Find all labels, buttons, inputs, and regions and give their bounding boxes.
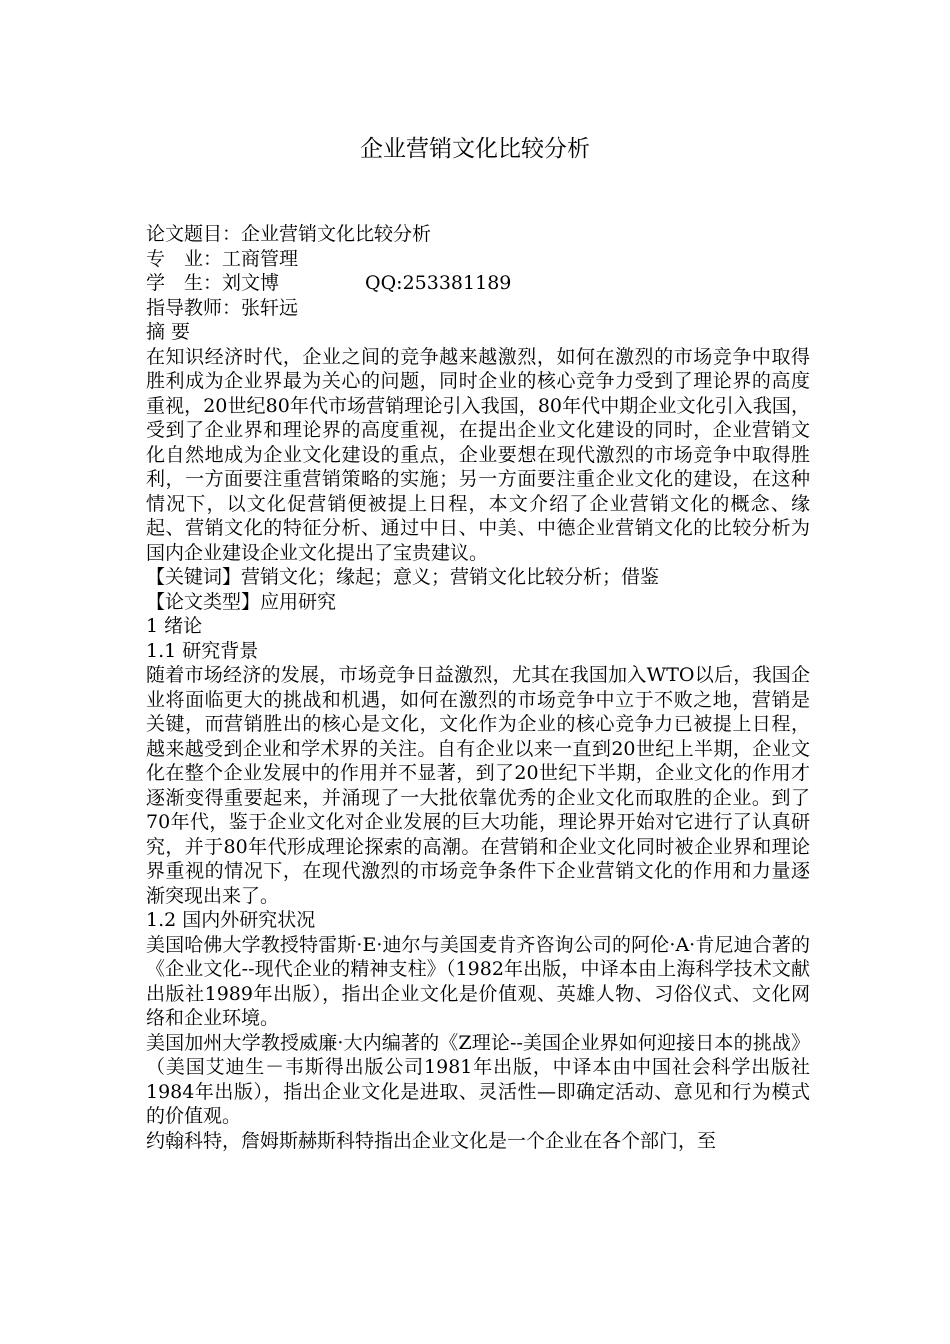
advisor-line: 指导教师：张轩远 [146, 296, 299, 319]
keywords-line: 【关键词】营销文化；缘起；意义；营销文化比较分析；借鉴 [146, 566, 660, 588]
background-paragraph: 随着市场经济的发展，市场竞争日益激烈，尤其在我国加入WTO以后，我国企业将面临更大的挑战和机遇，如何在激烈的市场竞争中立于不败之地，营销是关键，而营销胜出的核心是文化，文化作为企业的核心竞争力已被提上日程，越来越受到企业和学术界的关注。自有企业以来一直到20世纪上半期，企业文化在整个企业发展中的作用并不显著，到了20世纪下半期，企业文化的作用才逐渐变得重要起来，并涌现了一大批依靠优秀的企业文化而取胜的企业。到了70年代，鉴于企业文化对企业发展的巨大功能，理论界开始对它进行了认真研究，并于80年代形成理论探索的高潮。在营销和企业文化同时被企业界和理论界重视的情况下，在现代激烈的市场竞争条件下企业营销文化的作用和力量逐渐突现出来了。 [146, 664, 810, 907]
section-heading: 1 绪论 [146, 615, 203, 637]
subsection-heading: 1.1 研究背景 [146, 639, 259, 662]
document-body [146, 222, 810, 1153]
abstract-paragraph: 在知识经济时代，企业之间的竞争越来越激烈，如何在激烈的市场竞争中取得胜利成为企业界最为关心的问题，同时企业的核心竞争力受到了理论界的高度重视，20世纪80年代市场营销理论引入我国，80年代中期企业文化引入我国，受到了企业界和理论界的高度重视，在提出企业文化建设的同时，企业营销文化自然地成为企业文化建设的重点，企业要想在现代激烈的市场竞争中取得胜利，一方面要注重营销策略的实施；另一方面要注重企业文化的建设，在这种情况下，以文化促营销便被提上日程，本文介绍了企业营销文化的概念、缘起、营销文化的特征分析、通过中日、中美、中德企业营销文化的比较分析为国内企业建设企业文化提出了宝贵建议。 [146, 345, 810, 564]
student-line [146, 271, 810, 296]
abstract-heading: 摘 要 [146, 321, 191, 343]
subsection-heading: 1.2 国内外研究状况 [146, 909, 316, 931]
thesis-topic: 论文题目：企业营销文化比较分析 [146, 223, 432, 245]
student-name: 学 生：刘文博 [146, 272, 280, 294]
research-paragraph: 美国加州大学教授威廉·大内编著的《Z理论--美国企业界如何迎接日本的挑战》（美国艾迪生－韦斯得出版公司1981年出版，中译本由中国社会科学出版社1984年出版），指出企业文化是进取、灵活性—即确定活动、意见和行为模式的价值观。 [146, 1031, 810, 1127]
qq-number: QQ:253381189 [365, 272, 512, 294]
paper-type-line: 【论文类型】应用研究 [146, 590, 337, 613]
research-paragraph: 美国哈佛大学教授特雷斯·E·迪尔与美国麦肯齐咨询公司的阿伦·A·肯尼迪合著的《企业文化--现代企业的精神支柱》（1982年出版，中译本由上海科学技术文献出版社1989年出版），指出企业文化是价值观、英雄人物、习俗仪式、文化网络和企业环境。 [146, 933, 810, 1029]
page-title: 企业营销文化比较分析 [360, 136, 590, 162]
research-paragraph: 约翰科特，詹姆斯赫斯科特指出企业文化是一个企业在各个部门，至 [146, 1129, 717, 1152]
major-line: 专 业：工商管理 [146, 247, 299, 270]
